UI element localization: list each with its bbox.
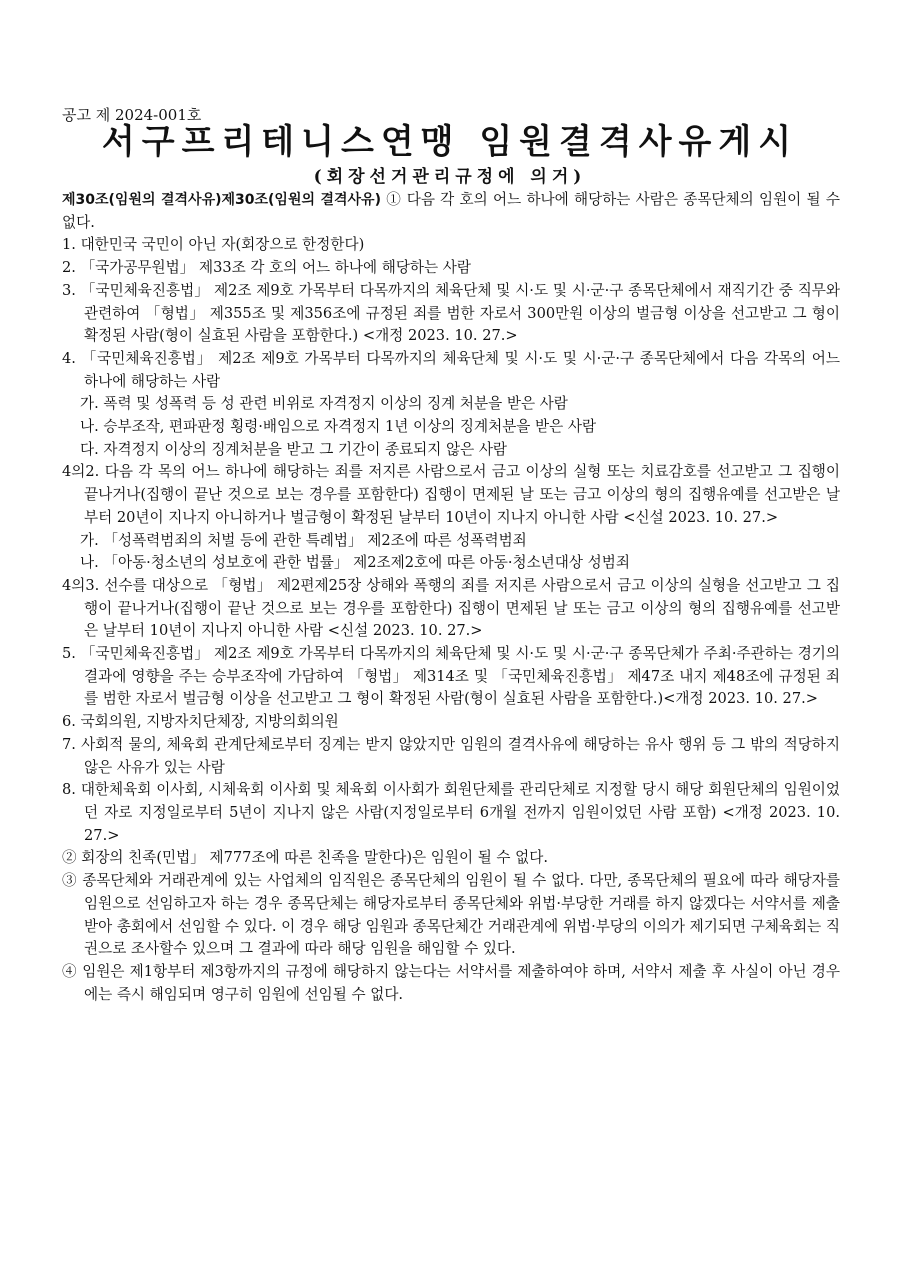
clause-item: 5. 「국민체육진흥법」 제2조 제9호 가목부터 다목까지의 체육단체 및 시·도 및 시·군·구 종목단체가 주최·주관하는 경기의 결과에 영향을 주는 승부조작에 가담하여 「형법」 제314조 및 「국민체육진흥법」 제47조 내지 제48조에 규정된 죄를 범한 자로서 벌금형 이상을 선고받고 그 형이 확정된 사람(형이 실효된 사람을 포함한다.)<개정 2023. 10. 27.> xyxy=(62,645,840,708)
sub-clause-item: 나. 승부조작, 편파판정 횡령·배임으로 자격정지 1년 이상의 징계처분을 받은 사람 xyxy=(80,418,597,436)
article-lead-text: ① 다음 각 호의 어느 하나에 해당하는 사람은 종목단체의 임원이 될 수 없다. xyxy=(62,191,840,231)
clause-item: ④ 임원은 제1항부터 제3항까지의 규정에 해당하지 않는다는 서약서를 제출하여야 하며, 서약서 제출 후 사실이 아닌 경우에는 즉시 해임되며 영구히 임원에 선임될 수 없다. xyxy=(62,962,840,1003)
sub-clause-item: 다. 자격정지 이상의 징계처분을 받고 그 기간이 종료되지 않은 사람 xyxy=(80,440,508,458)
clause-item: 4의2. 다음 각 목의 어느 하나에 해당하는 죄를 저지른 사람으로서 금고 이상의 실형 또는 치료감호를 선고받고 그 집행이 끝나거나(집행이 끝난 것으로 보는 경우를 포함한다) 집행이 면제된 날 또는 금고 이상의 형의 집행유예를 선고받은 날부터 20년이 지나지 아니하거나 벌금형이 확정된 날부터 10년이 지나지 아니한 사람 <신설 2023. 10. 27.> xyxy=(62,463,840,526)
clause-item: 3. 「국민체육진흥법」 제2조 제9호 가목부터 다목까지의 체육단체 및 시·도 및 시·군·구 종목단체에서 재직기간 중 직무와 관련하여 「형법」 제355조 및 제356조에 규정된 죄를 범한 자로서 300만원 이상의 벌금형 이상을 선고받고 그 형이 확정된 사람(형이 실효된 사람을 포함한다.) <개정 2023. 10. 27.> xyxy=(62,281,840,345)
sub-clause-item: 가. 폭력 및 성폭력 등 성 관련 비위로 자격정지 이상의 징계 처분을 받은 사람 xyxy=(80,395,568,413)
clause-item: ③ 종목단체와 거래관계에 있는 사업체의 임직원은 종목단체의 임원이 될 수 없다. 다만, 종목단체의 필요에 따라 해당자를 임원으로 선임하고자 하는 경우 종목단체는 해당자로부터 종목단체와 위법·부당한 거래를 하지 않겠다는 서약서를 제출받아 총회에서 선임할 수 있다. 이 경우 해당 임원과 종목단체간 거래관계에 위법·부당의 이의가 제기되면 구체육회는 직권으로 조사할수 있으며 그 결과에 따라 해당 임원을 해임할 수 있다. xyxy=(62,872,840,958)
clause-item: 7. 사회적 물의, 체육회 관계단체로부터 징계는 받지 않았지만 임원의 결격사유에 해당하는 유사 행위 등 그 밖의 적당하지 않은 사유가 있는 사람 xyxy=(62,735,840,776)
clause-list xyxy=(62,234,840,1006)
notice-number: 공고 제 2024-001호 xyxy=(62,106,202,124)
clause-item: 1. 대한민국 국민이 아닌 자(회장으로 한정한다) xyxy=(62,236,365,254)
document-body xyxy=(62,189,840,1006)
page-title: 서구프리테니스연맹 임원결격사유게시 xyxy=(101,122,799,162)
article-lead xyxy=(62,189,840,234)
clause-item: 4의3. 선수를 대상으로 「형법」 제2편제25장 상해와 폭행의 죄를 저지른 사람으로서 금고 이상의 실형을 선고받고 그 집행이 끝나거나(집행이 끝난 것으로 보는 경우를 포함한다) 집행이 면제된 날 또는 금고 이상의 형의 집행유예를 선고받은 날부터 10년이 지나지 아니한 사람 <신설 2023. 10. 27.> xyxy=(62,576,840,640)
clause-item: ② 회장의 친족(민법」 제777조에 따른 친족을 말한다)은 임원이 될 수 없다. xyxy=(62,849,548,867)
clause-item: 6. 국회의원, 지방자치단체장, 지방의회의원 xyxy=(62,713,339,731)
clause-item: 4. 「국민체육진흥법」 제2조 제9호 가목부터 다목까지의 체육단체 및 시·도 및 시·군·구 종목단체에서 다음 각목의 어느 하나에 해당하는 사람 xyxy=(62,349,840,390)
sub-clause-item: 가. 「성폭력범죄의 처벌 등에 관한 특례법」 제2조에 따른 성폭력범죄 xyxy=(80,531,527,549)
clause-item: 2. 「국가공무원법」 제33조 각 호의 어느 하나에 해당하는 사람 xyxy=(62,259,471,277)
article-heading: 제30조(임원의 결격사유)제30조(임원의 결격사유) xyxy=(62,192,381,208)
clause-item: 8. 대한체육회 이사회, 시체육회 이사회 및 체육회 이사회가 회원단체를 관리단체로 지정할 당시 해당 회원단체의 임원이었던 자로 지정일로부터 5년이 지나지 않은 사람(지정일로부터 6개월 전까지 임원이었던 사람 포함) <개정 2023. 10. 27.> xyxy=(62,781,840,844)
page-subtitle: (회장선거관리규정에 의거) xyxy=(313,167,587,187)
sub-clause-item: 나. 「아동·청소년의 성보호에 관한 법률」 제2조제2호에 따른 아동·청소년대상 성범죄 xyxy=(80,554,630,572)
